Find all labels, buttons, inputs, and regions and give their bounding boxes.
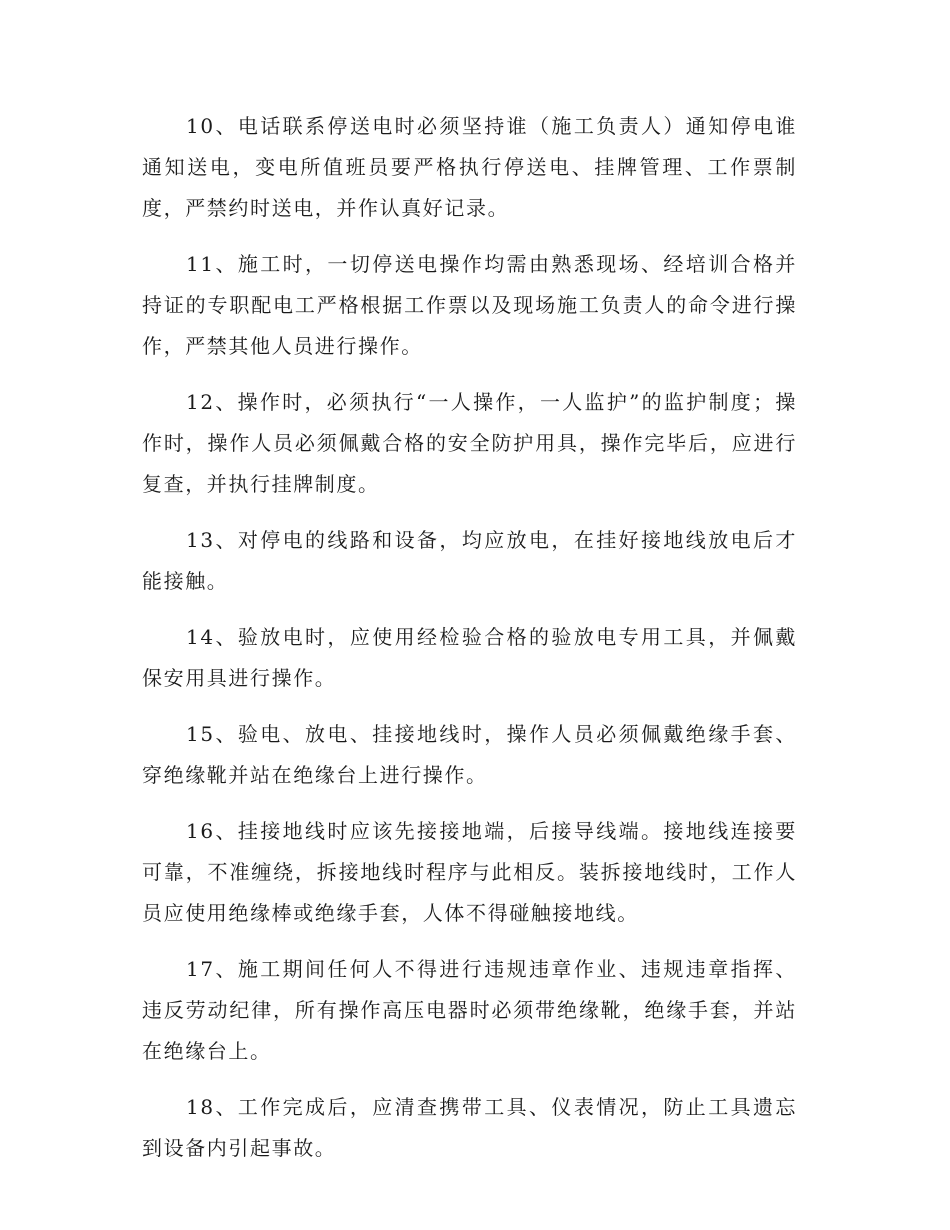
paragraph-item-16: 16、挂接地线时应该先接接地端，后接导线端。接地线连接要可靠，不准缠绕，拆接地线时程序与此相反。装拆接地线时，工作人员应使用绝缘棒或绝缘手套，人体不得碰触接地线。 (142, 819, 797, 925)
paragraph-item-13: 13、对停电的线路和设备，均应放电，在挂好接地线放电后才能接触。 (142, 528, 797, 593)
paragraph-item-10: 10、电话联系停送电时必须坚持谁（施工负责人）通知停电谁通知送电，变电所值班员要严格执行停送电、挂牌管理、工作票制度，严禁约时送电，并作认真好记录。 (142, 114, 797, 220)
paragraph-item-11: 11、施工时，一切停送电操作均需由熟悉现场、经培训合格并持证的专职配电工严格根据工作票以及现场施工负责人的命令进行操作，严禁其他人员进行操作。 (142, 252, 797, 358)
document-body (142, 106, 797, 1184)
paragraph-item-14: 14、验放电时，应使用经检验合格的验放电专用工具，并佩戴保安用具进行操作。 (142, 625, 797, 690)
paragraph-item-17: 17、施工期间任何人不得进行违规违章作业、违规违章指挥、违反劳动纪律，所有操作高压电器时必须带绝缘靴，绝缘手套，并站在绝缘台上。 (142, 957, 797, 1063)
paragraph-item-12: 12、操作时，必须执行“一人操作，一人监护”的监护制度；操作时，操作人员必须佩戴合格的安全防护用具，操作完毕后，应进行复查，并执行挂牌制度。 (142, 390, 797, 496)
paragraph-item-18: 18、工作完成后，应清查携带工具、仪表情况，防止工具遗忘到设备内引起事故。 (142, 1095, 797, 1160)
paragraph-item-15: 15、验电、放电、挂接地线时，操作人员必须佩戴绝缘手套、穿绝缘靴并站在绝缘台上进行操作。 (142, 722, 797, 787)
